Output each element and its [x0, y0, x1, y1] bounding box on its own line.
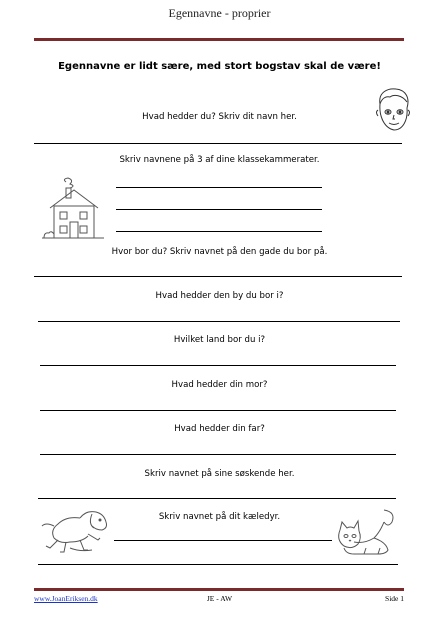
answer-line[interactable]: [38, 564, 398, 565]
answer-line[interactable]: [34, 276, 402, 277]
prompt-pet: Skriv navnet på dit kæledyr.: [158, 512, 281, 522]
prompt-father: Hvad hedder din far?: [174, 424, 265, 434]
dog-icon: [40, 508, 116, 554]
answer-line[interactable]: [40, 410, 396, 411]
footer-website-link[interactable]: www.JoanEriksen.dk: [34, 594, 98, 603]
cat-icon: [334, 508, 400, 558]
house-icon: [42, 178, 106, 242]
prompt-street: Hvor bor du? Skriv navnet på den gade du bor på.: [111, 247, 328, 257]
footer-page-number: Side 1: [385, 594, 404, 603]
footer-author: JE - AW: [206, 594, 233, 603]
answer-line[interactable]: [114, 540, 332, 541]
page-title: Egennavne - proprier: [168, 6, 271, 20]
answer-line[interactable]: [38, 321, 400, 322]
prompt-country: Hvilket land bor du i?: [173, 335, 266, 345]
answer-line[interactable]: [40, 365, 396, 366]
answer-line[interactable]: [116, 187, 322, 188]
header-rule: [34, 38, 404, 41]
footer-rule: [34, 588, 404, 591]
answer-line[interactable]: [116, 209, 322, 210]
prompt-name: Hvad hedder du? Skriv dit navn her.: [142, 112, 297, 122]
boy-face-icon: [372, 86, 412, 134]
prompt-siblings: Skriv navnet på sine søskende her.: [144, 469, 295, 479]
prompt-city: Hvad hedder den by du bor i?: [155, 291, 284, 301]
worksheet-subtitle: Egennavne er lidt sære, med stort bogstav skal de være!: [58, 61, 381, 72]
answer-line[interactable]: [38, 498, 396, 499]
prompt-classmates: Skriv navnene på 3 af dine klassekammerater.: [119, 155, 320, 165]
answer-line[interactable]: [40, 454, 396, 455]
answer-line[interactable]: [116, 231, 322, 232]
prompt-mother: Hvad hedder din mor?: [171, 380, 268, 390]
answer-line[interactable]: [34, 143, 402, 144]
